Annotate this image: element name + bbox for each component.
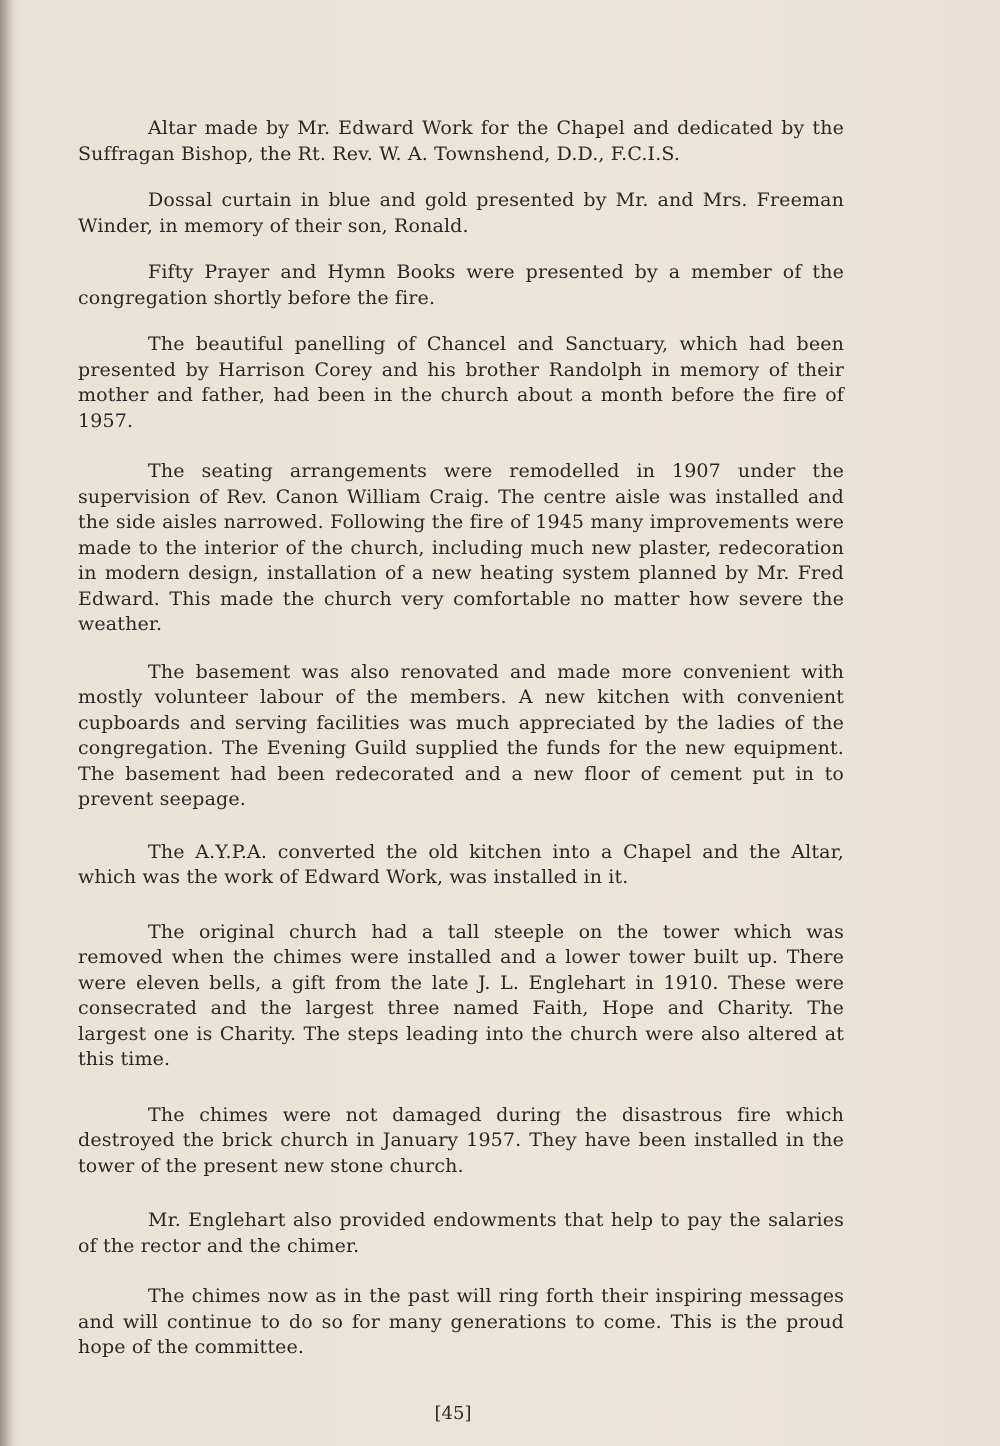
paragraph-aypa-chapel: The A.Y.P.A. converted the old kitchen into a Chapel and the Altar, which was the work of Edward Work, was installed in it. [78,840,844,888]
paragraph-seating: The seating arrangements were remodelled in 1907 under the supervision of Rev. Canon William Craig. The centre aisle was installed and the side aisles narrowed. Following the fire of 1945 many improvements were made to the interior of the church, including much new plaster, redecoration in modern design, installation of a new heating system planned by Mr. Fred Edward. This made the church very comfortable no matter how severe the weather. [78,460,844,635]
paragraph-panelling: The beautiful panelling of Chancel and Sanctuary, which had been presented by Harrison Corey and his brother Randolph in memory of their mother and father, had been in the church about a month before the fire of 1957. [78,333,844,432]
paragraph-chimes-fire: The chimes were not damaged during the disastrous fire which destroyed the brick church in January 1957. They have been installed in the tower of the present new stone church. [78,1103,844,1177]
paragraph-dossal-curtain: Dossal curtain in blue and gold presented by Mr. and Mrs. Freeman Winder, in memory of their son, Ronald. [78,189,844,237]
binding-gutter-shadow [0,0,14,1446]
page-number: [45] [434,1403,472,1424]
paragraph-endowments: Mr. Englehart also provided endowments that help to pay the salaries of the rector and the chimer. [78,1209,844,1257]
paragraph-basement: The basement was also renovated and made more convenient with mostly volunteer labour of the members. A new kitchen with convenient cupboards and serving facilities was much appreciated by the ladies of the congregation. The Evening Guild supplied the funds for the new equipment. The basement had been redecorated and a new floor of cement put in to prevent seepage. [78,660,844,810]
page-body-text [78,116,844,1361]
paragraph-altar: Altar made by Mr. Edward Work for the Chapel and dedicated by the Suffragan Bishop, the Rt. Rev. W. A. Townshend, D.D., F.C.I.S. [78,117,844,165]
paragraph-steeple-bells: The original church had a tall steeple on the tower which was removed when the chimes were installed and a lower tower built up. There were eleven bells, a gift from the late J. L. Englehart in 1910. These were consecrated and the largest three named Faith, Hope and Charity. The largest one is Charity. The steps leading into the church were also altered at this time. [78,920,844,1070]
paragraph-prayer-books: Fifty Prayer and Hymn Books were presented by a member of the congregation shortly before the fire. [78,261,844,309]
paragraph-closing: The chimes now as in the past will ring forth their inspiring messages and will continue to do so for many generations to come. This is the proud hope of the committee. [78,1285,844,1358]
